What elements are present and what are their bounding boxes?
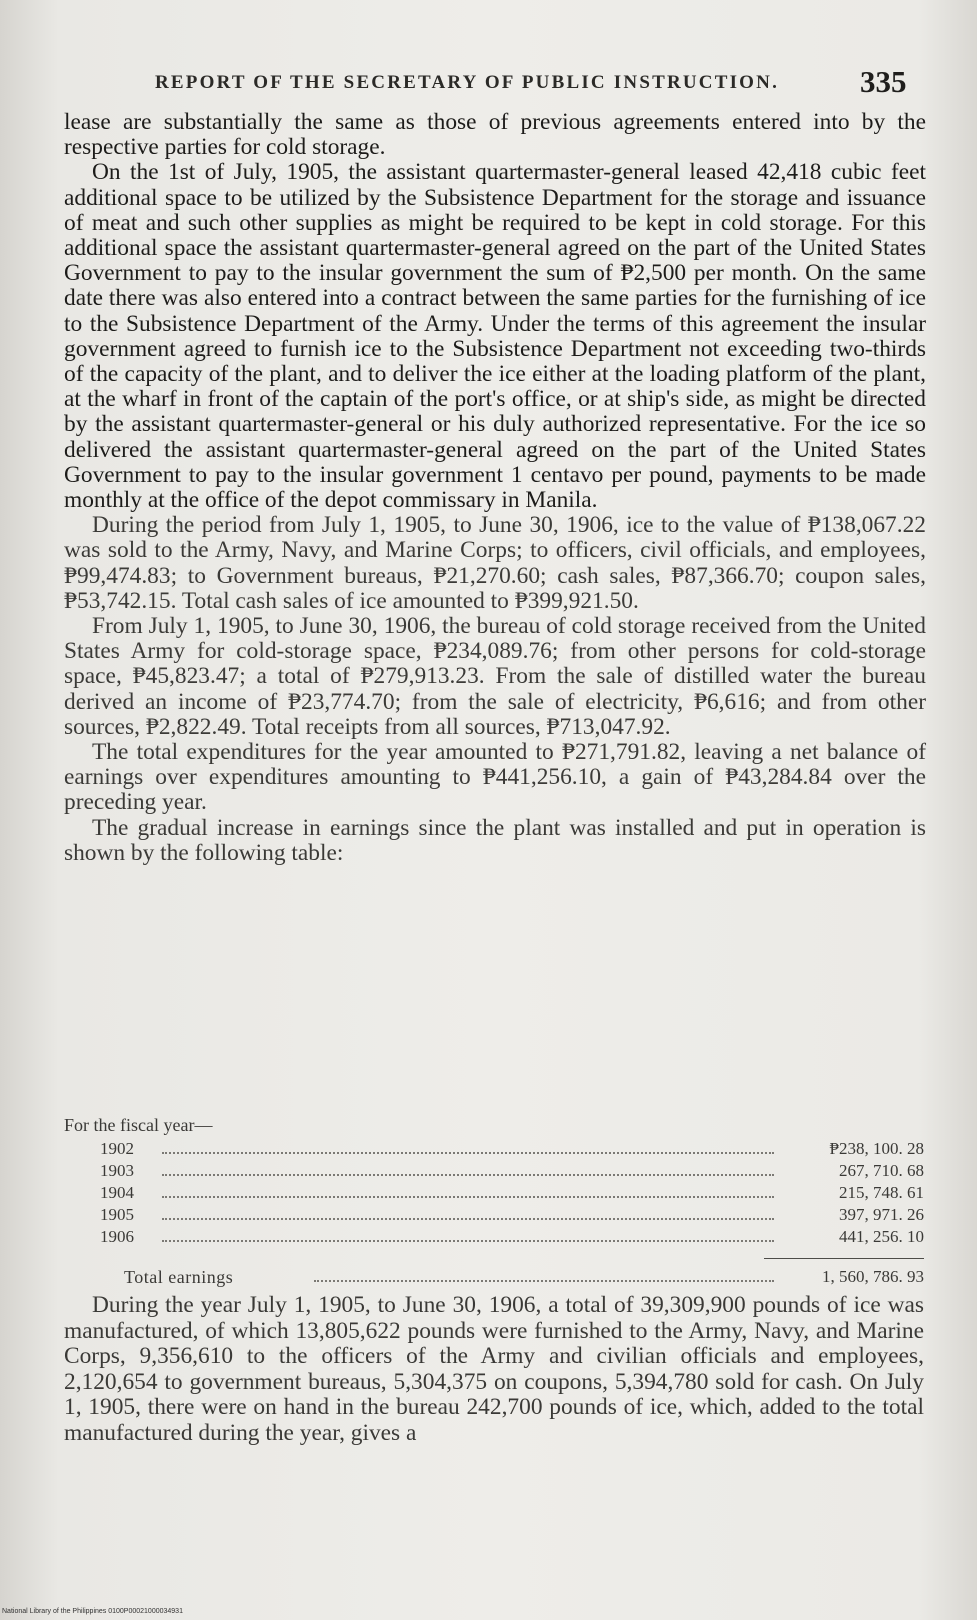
dot-leader: [162, 1218, 774, 1220]
paragraph-6: The gradual increase in earnings since the plant was installed and put in operation is shown by the following table:: [64, 814, 926, 866]
total-amount: 1, 560, 786. 93: [822, 1267, 924, 1286]
table-label: For the fiscal year—: [64, 1115, 213, 1135]
table-row: [64, 1161, 924, 1183]
row-year: 1904: [100, 1183, 134, 1202]
table-row: [64, 1183, 924, 1205]
table-row: [64, 1205, 924, 1227]
sum-rule: [764, 1258, 924, 1259]
scan-footer: National Library of the Philippines 0100P00021000034931: [2, 1608, 183, 1615]
dot-leader: [162, 1152, 774, 1154]
row-amount: 397, 971. 26: [839, 1205, 924, 1224]
paragraph-1: lease are substantially the same as those of previous agreements entered into by the respective parties for cold storage.: [64, 109, 926, 161]
row-amount: 215, 748. 61: [839, 1183, 924, 1202]
paragraph-4: From July 1, 1905, to June 30, 1906, the bureau of cold storage received from the United States Army for cold-storage space, ₱234,089.76; from other persons for cold-storage space, ₱45,823.47; a total of ₱279,913.23. From the sale of distilled water the bureau derived an income of ₱23,774.70; from the sale of electricity, ₱6,616; and from other sources, ₱2,822.49. Total receipts from all sources, ₱713,047.92.: [64, 613, 926, 740]
row-amount: 441, 256. 10: [839, 1227, 924, 1246]
closing-text: [64, 1293, 924, 1447]
paragraph-3: During the period from July 1, 1905, to June 30, 1906, ice to the value of ₱138,067.22 was sold to the Army, Navy, and Marine Corps; to officers, civil officials, and employees, ₱99,474.83; to Government bureaus, ₱21,270.60; cash sales, ₱87,366.70; coupon sales, ₱53,742.15. Total cash sales of ice amounted to ₱399,921.50.: [64, 512, 926, 614]
row-amount: 267, 710. 68: [839, 1161, 924, 1180]
total-label: Total earnings: [124, 1267, 234, 1287]
body-text: [64, 110, 926, 866]
row-year: 1906: [100, 1227, 134, 1246]
row-year: 1905: [100, 1205, 134, 1224]
dot-leader: [162, 1196, 774, 1198]
dot-leader: [162, 1174, 774, 1176]
row-year: 1902: [100, 1139, 134, 1158]
dot-leader: [314, 1280, 774, 1282]
paragraph-2: On the 1st of July, 1905, the assistant quartermaster-general leased 42,418 cubic feet additional space to be utilized by the Subsistence Department for the storage and issuance of meat and such other supplies as might be required to be kept in cold storage. For this additional space the assistant quartermaster-general agreed on the part of the United States Government to pay to the insular government the sum of ₱2,500 per month. On the same date there was also entered into a contract between the same parties for the furnishing of ice to the Subsistence Department of the Army. Under the terms of this agreement the insular government agreed to furnish ice to the Subsistence Department not exceeding two-thirds of the capacity of the plant, and to deliver the ice either at the loading platform of the plant, at the wharf in front of the captain of the port's office, or at ship's side, as might be directed by the assistant quartermaster-general or his duly authorized representative. For the ice so delivered the assistant quartermaster-general agreed on the part of the United States Government to pay to the insular government 1 centavo per pound, payments to be made monthly at the office of the depot commissary in Manila.: [64, 159, 926, 514]
page-number: 335: [860, 64, 907, 99]
page-header: [0, 56, 940, 106]
paragraph-closing: During the year July 1, 1905, to June 30, 1906, a total of 39,309,900 pounds of ice was manufactured, of which 13,805,622 pounds were furnished to the Army, Navy, and Marine Corps, 9,356,610 to the officers of the Army and civilian officials and employees, 2,120,654 to government bureaus, 5,304,375 on coupons, 5,394,780 sold for cash. On July 1, 1905, there were on hand in the bureau 242,700 pounds of ice, which, added to the total manufactured during the year, gives a: [64, 1292, 924, 1446]
running-title: REPORT OF THE SECRETARY OF PUBLIC INSTRUCTION.: [155, 72, 780, 93]
dot-leader: [162, 1240, 774, 1242]
total-row: [64, 1267, 924, 1289]
row-year: 1903: [100, 1161, 134, 1180]
row-amount: ₱238, 100. 28: [829, 1139, 924, 1158]
paragraph-5: The total expenditures for the year amounted to ₱271,791.82, leaving a net balance of earnings over expenditures amounting to ₱441,256.10, a gain of ₱43,284.84 over the preceding year.: [64, 739, 926, 816]
table-row: [64, 1139, 924, 1161]
table-row: [64, 1227, 924, 1249]
